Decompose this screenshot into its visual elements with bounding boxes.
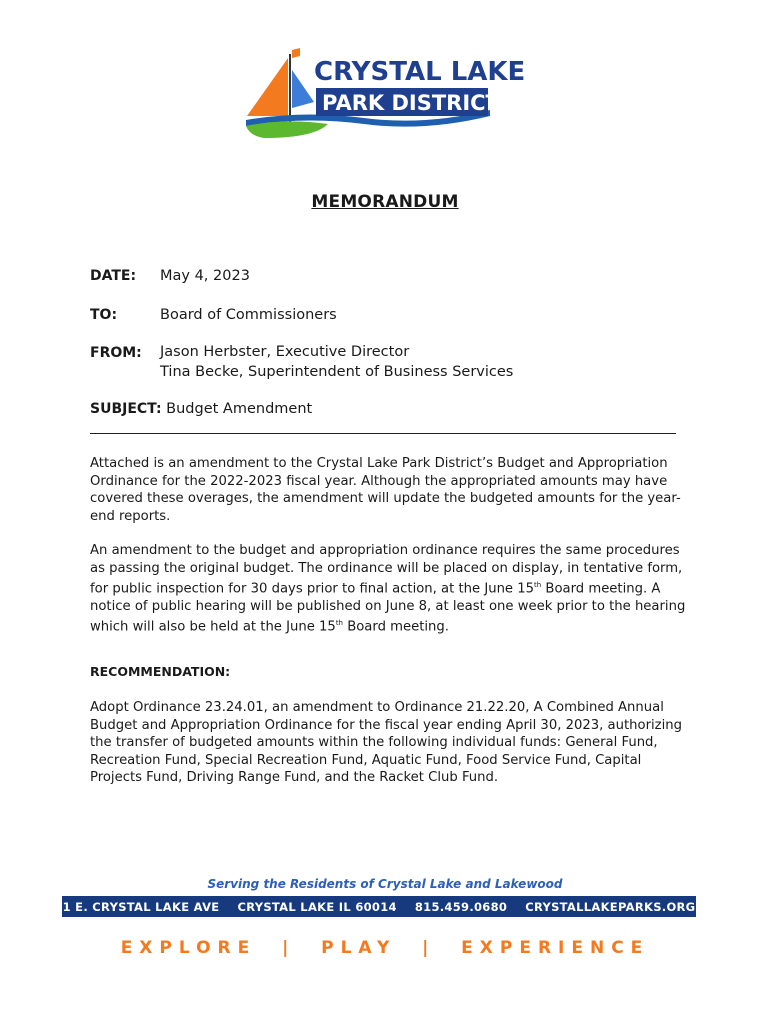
subject-value: Budget Amendment xyxy=(166,401,313,417)
date-value: May 4, 2023 xyxy=(160,268,250,284)
logo-blue-sail xyxy=(292,70,314,108)
subject-label: SUBJECT: xyxy=(90,401,162,417)
from-label: FROM: xyxy=(90,345,142,361)
to-value: Board of Commissioners xyxy=(160,307,337,323)
footer-address: 1 E. CRYSTAL LAKE AVE xyxy=(62,899,220,914)
crystal-lake-park-district-logo xyxy=(244,46,526,141)
logo-title-line1: CRYSTAL LAKE xyxy=(314,57,526,87)
para2-text-a: An amendment to the budget and appropriation ordinance requires the same procedures as passing the original budget. The ordinance will be placed on display, in tentative form, for public inspection for 30 days prior to final action, at the June 15 xyxy=(90,543,683,597)
para2-text-c: Board meeting. xyxy=(343,619,449,635)
logo-green-land xyxy=(246,121,328,138)
subject-line xyxy=(90,401,312,417)
body-paragraph-1: Attached is an amendment to the Crystal Lake Park District’s Budget and Appropriation Ordinance for the 2022-2023 fiscal year. Although the appropriated amounts may have covered these overages, the amendment will update the budgeted amounts for the year-end reports. xyxy=(90,456,681,524)
para2-superscript-2: th xyxy=(335,619,343,628)
memo-title: MEMORANDUM xyxy=(311,192,459,212)
footer-contact-bar xyxy=(62,896,696,917)
to-label: TO: xyxy=(90,307,118,323)
footer-website: CRYSTALLAKEPARKS.ORG xyxy=(525,899,696,914)
serving-tagline: Serving the Residents of Crystal Lake and Lakewood xyxy=(207,877,563,891)
logo-title-line2: PARK DISTRICT xyxy=(322,91,500,115)
from-value-1: Jason Herbster, Executive Director xyxy=(160,344,410,360)
footer-phone: 815.459.0680 xyxy=(414,899,508,914)
footer-city: CRYSTAL LAKE IL 60014 xyxy=(237,899,397,914)
logo-flag xyxy=(292,48,300,58)
logo-graphic xyxy=(244,46,526,141)
recommendation-label: RECOMMENDATION: xyxy=(90,664,231,679)
from-value-2: Tina Becke, Superintendent of Business Services xyxy=(160,364,514,380)
body-paragraph-3: Adopt Ordinance 23.24.01, an amendment to Ordinance 21.22.20, A Combined Annual Budget and Appropriation Ordinance for the fiscal year ending April 30, 2023, authorizing the transfer of budgeted amounts within the following individual funds: General Fund, Recreation Fund, Special Recreation Fund, Aquatic Fund, Food Service Fund, Capital Projects Fund, Driving Range Fund, and the Racket Club Fund. xyxy=(90,700,682,785)
body-paragraph-2 xyxy=(90,542,690,636)
para2-text-b: Board meeting. A notice of public hearing will be published on June 8, at least one week prior to the hearing which will also be held at the June 15 xyxy=(90,581,686,635)
logo-orange-sail xyxy=(247,58,288,116)
header-divider xyxy=(90,433,676,434)
para2-superscript-1: th xyxy=(534,581,542,589)
explore-play-experience-tagline: EXPLORE | PLAY | EXPERIENCE xyxy=(120,938,650,958)
date-label: DATE: xyxy=(90,268,137,284)
